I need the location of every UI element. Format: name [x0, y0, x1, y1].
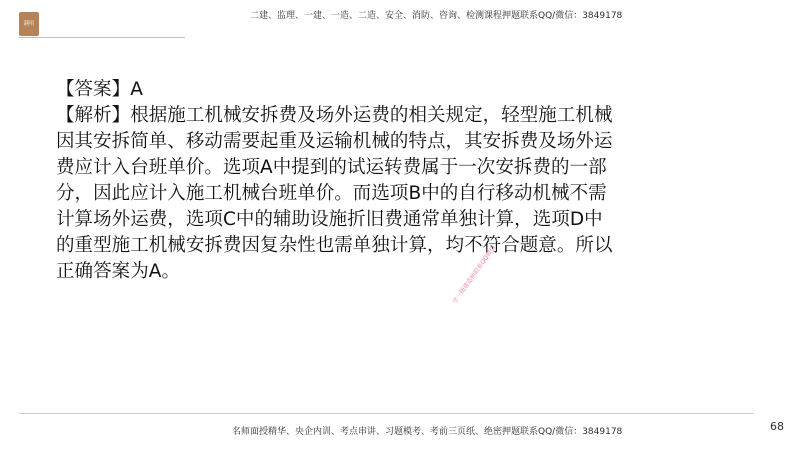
footer-divider: [19, 413, 754, 414]
analysis-paragraph: [56, 103, 616, 285]
pink-watermark: 学一级建造师联系QQ微信: [451, 244, 498, 306]
page-number: 68: [770, 420, 784, 433]
header-divider: [19, 37, 185, 38]
answer-analysis-content: [56, 77, 616, 285]
analysis-label: 【解析】: [56, 105, 131, 126]
logo: [19, 12, 39, 36]
footer-promo-text: 名师面授精华、央企内训、考点串讲、习题模考、考前三页纸、绝密押题联系QQ/微信：3849178: [232, 427, 623, 437]
answer-line: 【答案】A: [56, 79, 143, 100]
header-promo-text: 二建、监理、一建、一造、二造、安全、消防、咨询、检测课程押题联系QQ/微信：3849178: [250, 11, 623, 21]
logo-text: 翻明: [23, 20, 35, 27]
analysis-text: 根据施工机械安拆费及场外运费的相关规定，轻型施工机械因其安拆简单、移动需要起重及运输机械的特点，其安拆费及场外运费应计入台班单价。选项A中提到的试运转费属于一次安拆费的一部分，因此应计入施工机械台班单价。而选项B中的自行移动机械不需计算场外运费，选项C中的辅助设施折旧费通常单独计算，选项D中的重型施工机械安拆费因复杂性也需单独计算，均不符合题意。所以正确答案为A。: [56, 105, 613, 282]
